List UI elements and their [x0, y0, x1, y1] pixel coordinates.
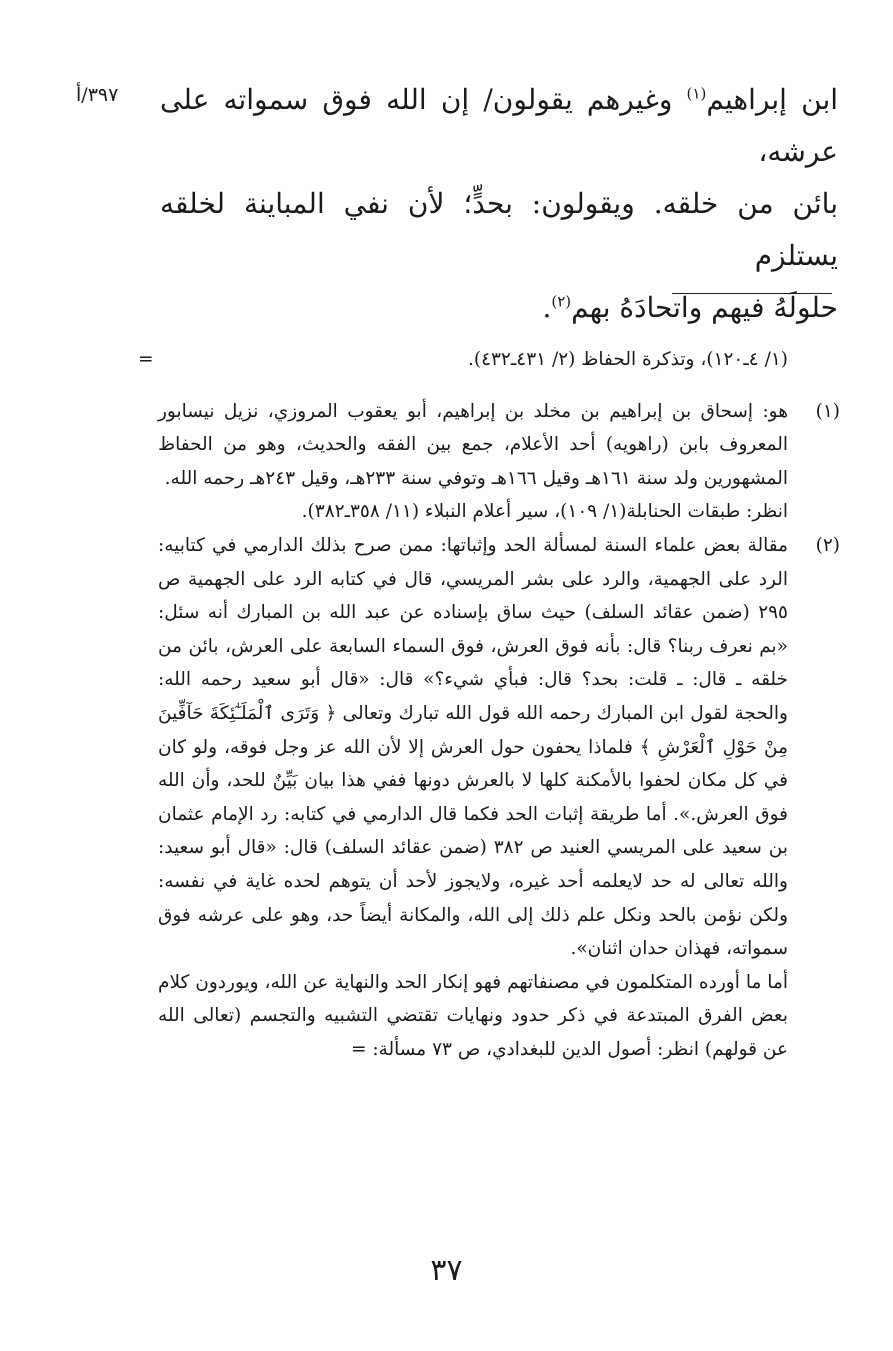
footnote-text: (١/ ٤ـ١٢٠)، وتذكرة الحفاظ (٢/ ٤٣١ـ٤٣٢). — [467, 348, 788, 370]
footnote-references: انظر: طبقات الحنابلة(١/ ١٠٩)، سير أعلام النبلاء (١١/ ٣٥٨ـ٣٨٢). — [301, 501, 788, 523]
footnote-text: مقالة بعض علماء السنة لمسألة الحد وإثباتها: ممن صرح بذلك الدارمي في كتابيه: الرد على الجهمية، والرد على بشر المريسي، قال في كتابه الرد على الجهمية ص ٢٩٥ (ضمن عقائد السلف) حيث ساق بإسناده عن عبد الله بن المبارك أنه سئل: «بم نعرف ربنا؟ قال: بأنه فوق العرش، فوق السماء السابعة على العرش، بائن من خلقه ـ قال: ـ قلت: بحد؟ قال: فبأي شيء؟» قال: «قال أبو سعيد رحمه الله: والحجة لقول ابن المبارك رحمه الله قول الله تبارك وتعالى ﴿ وَتَرَى ٱلْمَلَـٰٓئِكَةَ حَآفِّينَ مِنْ حَوْلِ ٱلْعَرْشِ ﴾ فلماذا يحفون حول العرش إلا لأن الله عز وجل فوقه، ولو كان في كل مكان لحفوا بالأمكنة كلها لا بالعرش دونها ففي هذا بيان بَيِّنٌ للحد، وأن الله فوق العرش.». أما طريقة إثبات الحد فكما قال الدارمي في كتابه: رد الإمام عثمان بن سعيد على المريسي العنيد ص ٣٨٢ (ضمن عقائد السلف) قال: «قال أبو سعيد: والله تعالى له حد لايعلمه أحد غيره، ولايجوز لأحد أن يتوهم لحده غاية في نفسه: ولكن نؤمن بالحد ونكل علم ذلك إلى الله، والمكانة أيضاً حد، وهو على عرشه فوق سمواته، فهذان حدان اثنان». — [158, 534, 788, 960]
manuscript-folio-note: ٣٩٧/أ — [76, 84, 119, 106]
footnote-ref-1: (١) — [686, 84, 707, 103]
footnote-continuation — [138, 343, 840, 377]
main-text-segment: وغيرهم يقولون/ إن الله فوق سمواته على عرشه، — [160, 83, 838, 168]
main-line — [160, 74, 838, 178]
footnote-ref-2: (٢) — [551, 292, 572, 311]
footnote-text: هو: إسحاق بن إبراهيم بن مخلد بن إبراهيم، أبو يعقوب المروزي، نزيل نيسابور المعروف بابن (راهويه) أحد الأعلام، جمع بين الفقه والحديث، وهو من الحفاظ المشهورين ولد سنة ١٦١هـ وقيل ١٦٦هـ وتوفي سنة ٢٣٣هـ، وقيل ٢٤٣هـ رحمه الله. — [158, 400, 788, 489]
footnote-number: (١) — [815, 400, 840, 422]
main-text — [160, 74, 838, 334]
main-text-segment: ابن إبراهيم — [706, 83, 839, 116]
footnote-number: (٢) — [815, 534, 840, 556]
main-text-segment: حلولَهُ فيهم واتحادَهُ بهم — [571, 291, 838, 324]
main-line: بائن من خلقه. ويقولون: بحدٍّ؛ لأن نفي المباينة لخلقه يستلزم — [160, 187, 838, 272]
continuation-mark: = — [138, 348, 154, 370]
footnote-1 — [158, 395, 840, 529]
footnote-text: أما ما أورده المتكلمون في مصنفاتهم فهو إنكار الحد والنهاية عن الله، ويوردون كلام بعض الفرق المبتدعة في ذكر حدود ونهايات تقتضي التشبيه والتجسم (تعالى الله عن قولهم) انظر: أصول الدين للبغدادي، ص ٧٣ مسألة: = — [158, 971, 788, 1060]
footnote-2 — [158, 529, 840, 1067]
main-text-segment: . — [542, 291, 552, 324]
footnotes — [138, 324, 840, 1066]
page-number: ٣٧ — [430, 1253, 463, 1288]
footnote-separator — [672, 293, 832, 294]
